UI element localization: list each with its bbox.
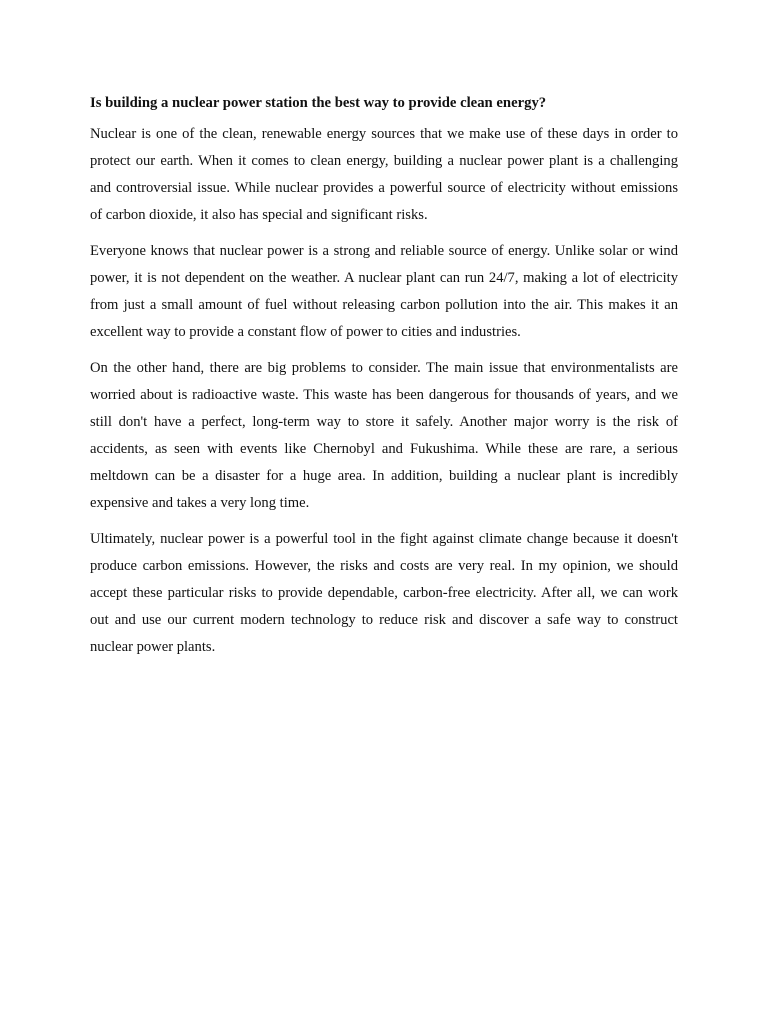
paragraph-benefits: Everyone knows that nuclear power is a strong and reliable source of energy. Unlike solar or wind power, it is not dependent on the weather. A nuclear plant can run 24/7, making a lot of electricity from just a small amount of fuel without releasing carbon pollution into the air. This makes it an excellent way to provide a constant flow of power to cities and industries.: [90, 243, 678, 340]
paragraph-problems: On the other hand, there are big problems to consider. The main issue that environmentalists are worried about is radioactive waste. This waste has been dangerous for thousands of years, and we still don't have a perfect, long-term way to store it safely. Another major worry is the risk of accidents, as seen with events like Chernobyl and Fukushima. While these are rare, a serious meltdown can be a disaster for a huge area. In addition, building a nuclear plant is incredibly expensive and takes a very long time.: [90, 360, 678, 511]
paragraph-intro: Nuclear is one of the clean, renewable energy sources that we make use of these days in order to protect our earth. When it comes to clean energy, building a nuclear power plant is a challenging and controversial issue. While nuclear provides a powerful source of electricity without emissions of carbon dioxide, it also has special and significant risks.: [90, 126, 678, 223]
paragraph-conclusion: Ultimately, nuclear power is a powerful tool in the fight against climate change because it doesn't produce carbon emissions. However, the risks and costs are very real. In my opinion, we should accept these particular risks to provide dependable, carbon-free electricity. After all, we can work out and use our current modern technology to reduce risk and discover a safe way to construct nuclear power plants.: [90, 531, 678, 655]
essay-heading: Is building a nuclear power station the best way to provide clean energy?: [90, 95, 547, 111]
